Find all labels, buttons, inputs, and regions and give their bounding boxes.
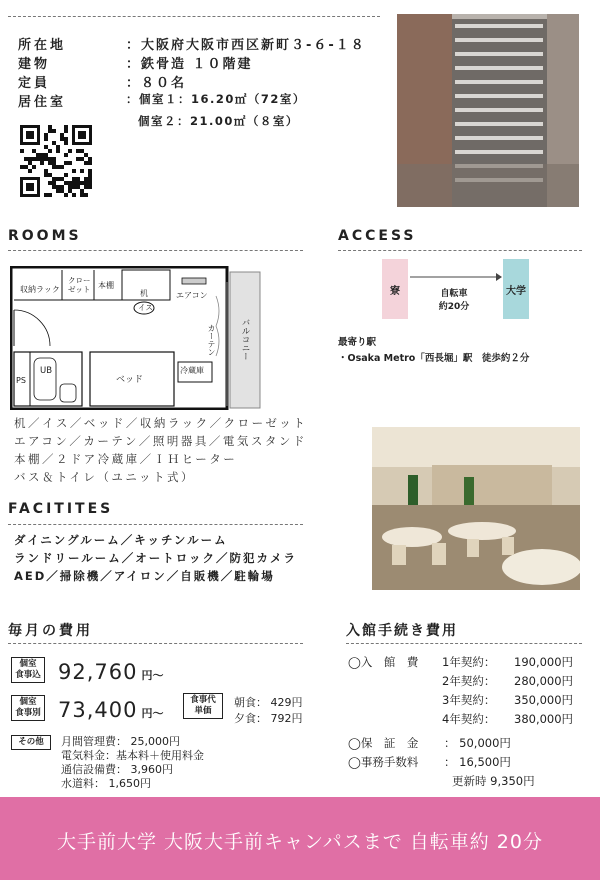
contract-term: 3年契約： [442, 693, 496, 707]
deposit-row [348, 735, 511, 751]
admin-fee-amount: ： 16,500円 [444, 755, 511, 769]
info-row-building [18, 53, 388, 72]
plan-label-rack: 収納ラック [20, 285, 60, 294]
other-fee-line: 水道料： 1,650円 [61, 777, 151, 790]
facility-line: ダイニングルーム／キッチンルーム [14, 533, 228, 547]
other-fee-line: 電気料金：基本料＋使用料金 [61, 749, 204, 762]
plan-label-closet: クロー ゼット [68, 276, 91, 294]
meal-price-badge: 食事代 単価 [183, 693, 223, 719]
amenity-line: バス＆トイレ（ユニット式） [14, 470, 195, 484]
info-value-room2: 個室２：21.00㎡（８室） [138, 114, 299, 128]
info-row-capacity [18, 72, 388, 91]
other-fee-line: 通信設備費： 3,960円 [61, 763, 173, 776]
plan-label-bookshelf: 本棚 [98, 281, 114, 290]
plan-label-desk: 机 [140, 289, 148, 298]
with-meals-badge: 個室 食事込 [11, 657, 45, 683]
footer-text: 大手前大学 大阪大手前キャンパスまで 自転車約 20分 [57, 831, 543, 853]
entrance-fee-row [442, 692, 573, 711]
entrance-fees-title: 入館手続き費用 [346, 623, 458, 639]
amenity-line: エアコン／カーテン／照明器具／電気スタンド [14, 434, 307, 448]
station-info: ・Osaka Metro「西長堀」駅 徒歩約２分 [338, 353, 530, 364]
info-key: 居住室 [18, 95, 67, 110]
contract-amount: 380,000円 [514, 712, 574, 726]
dinner-price: 夕食： 792円 [234, 712, 303, 725]
qr-code[interactable] [20, 125, 92, 197]
dining-room-photo [372, 427, 580, 590]
plan-label-ub: UB [40, 366, 53, 376]
amenity-list [14, 415, 307, 487]
entrance-fee-label: ◯入 館 費 [348, 655, 419, 669]
renewal-fee: 更新時 9,350円 [452, 774, 535, 788]
other-fee-line: 月間管理費： 25,000円 [61, 735, 180, 748]
facility-list [14, 532, 297, 586]
without-meals-badge: 個室 食事別 [11, 695, 45, 721]
entrance-divider [346, 643, 582, 644]
info-row-address [18, 34, 388, 53]
facility-line: AED／掃除機／アイロン／自販機／駐輪場 [14, 569, 275, 583]
entrance-fee-row [442, 654, 573, 673]
deposit-amount: ： 50,000円 [444, 736, 511, 750]
access-title: ACCESS [338, 228, 417, 244]
top-divider [8, 16, 380, 17]
deposit-label: ◯保 証 金 [348, 736, 419, 750]
entrance-fee-list [442, 654, 573, 730]
dorm-label: 寮 [390, 285, 400, 297]
plan-label-curtain: カーテン [207, 324, 216, 356]
amenity-line: 本棚／２ドア冷蔵庫／ＩＨヒーター [14, 452, 238, 466]
contract-amount: 190,000円 [514, 655, 574, 669]
plan-label-chair: イス [138, 303, 153, 312]
plan-label-bed: ベッド [116, 375, 144, 385]
info-value: ：鉄骨造 １０階建 [126, 57, 253, 72]
monthly-fees-title: 毎月の費用 [8, 623, 93, 639]
station-label: 最寄り駅 [338, 337, 377, 348]
without-meals-price: 73,400 [58, 698, 138, 722]
plan-label-balcony: バルコニー [240, 318, 250, 361]
contract-term: 1年契約： [442, 655, 496, 669]
facilities-title: FACITITES [8, 501, 114, 517]
entrance-fee-row [442, 711, 573, 730]
admin-fee-label: ◯事務手数料 [348, 755, 419, 769]
other-fees-list [61, 733, 204, 789]
access-arrow [410, 268, 502, 280]
univ-label: 大学 [506, 285, 526, 297]
monthly-divider [8, 643, 303, 644]
contract-amount: 280,000円 [514, 674, 574, 688]
info-value: ：大阪府大阪市西区新町３-６-１８ [126, 38, 366, 53]
breakfast-price: 朝食： 429円 [234, 696, 303, 709]
plan-label-aircon: エアコン [176, 291, 208, 300]
info-key: 建物 [18, 57, 51, 72]
plan-label-ps: PS [16, 376, 26, 385]
contract-amount: 350,000円 [514, 693, 574, 707]
admin-fee-row [348, 754, 511, 770]
info-value: ：８０名 [126, 76, 187, 91]
without-meals-price-row [58, 698, 163, 722]
with-meals-price-row [58, 660, 163, 684]
info-row-room [18, 91, 388, 110]
facility-line: ランドリールーム／オートロック／防犯カメラ [14, 551, 298, 565]
info-key: 定員 [18, 76, 51, 91]
contract-term: 4年契約： [442, 712, 496, 726]
contract-term: 2年契約： [442, 674, 496, 688]
with-meals-price: 92,760 [58, 660, 138, 684]
facilities-divider [8, 524, 303, 525]
access-divider [338, 250, 582, 251]
info-block [18, 34, 388, 129]
rooms-title: ROOMS [8, 228, 82, 244]
access-dorm-box [382, 259, 408, 319]
access-univ-box [503, 259, 529, 319]
yen-suffix: 円～ [141, 707, 164, 720]
yen-suffix: 円～ [141, 669, 164, 682]
building-photo [397, 14, 579, 207]
entrance-fee-row [442, 673, 573, 692]
other-fees-badge: その他 [11, 735, 51, 750]
rooms-divider [8, 250, 303, 251]
amenity-line: 机／イス／ベッド／収納ラック／クローゼット [14, 416, 308, 430]
floor-plan [10, 266, 262, 410]
info-key: 所在地 [18, 38, 67, 53]
plan-label-fridge: 冷蔵庫 [180, 366, 204, 375]
access-method: 自転車 約20分 [438, 289, 470, 312]
info-value: ：個室１：16.20㎡（72室） [126, 92, 306, 106]
